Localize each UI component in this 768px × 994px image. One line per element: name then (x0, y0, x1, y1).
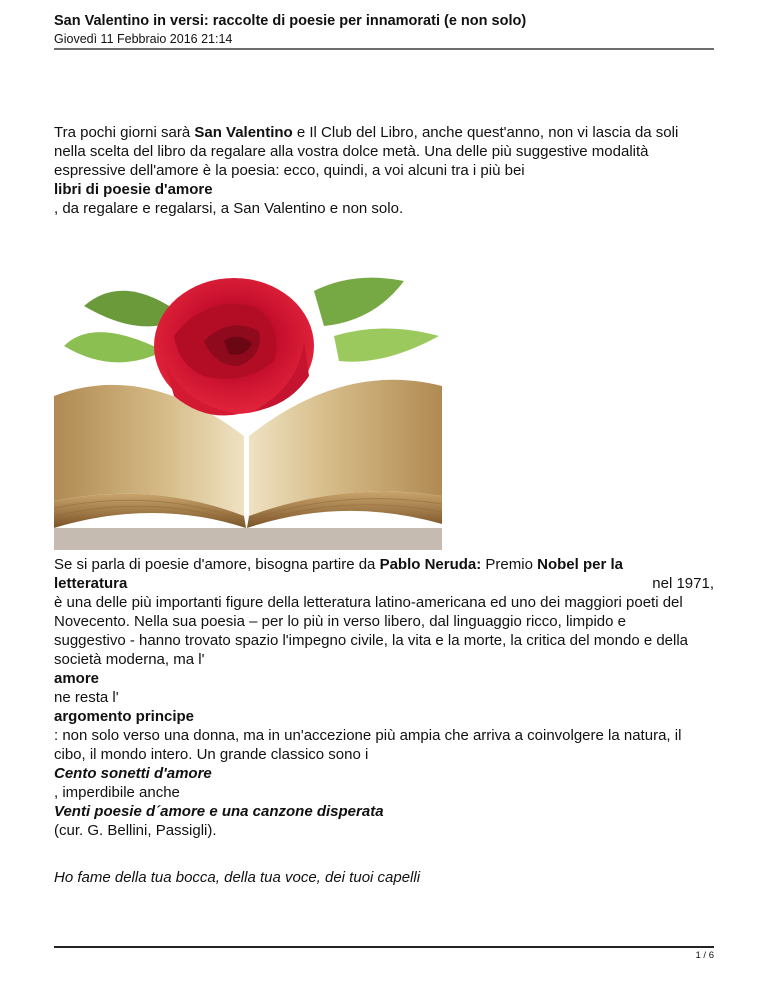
article-date: Giovedì 11 Febbraio 2016 21:14 (54, 32, 233, 46)
neruda-line-3: è una delle più importanti figure della letteratura latino-americana ed uno dei maggiori poeti del (54, 594, 683, 611)
book-title-venti-poesie: Venti poesie d´amore e una canzone disperata (54, 803, 384, 820)
neruda-line-1 (54, 555, 714, 574)
page-number: 1 / 6 (695, 950, 714, 961)
neruda-line-6: società moderna, ma l' (54, 651, 205, 668)
neruda-line-13: , imperdibile anche (54, 784, 180, 801)
neruda-line-10: : non solo verso una donna, ma in un'accezione più ampia che arriva a coinvolgere la natura, il (54, 727, 682, 744)
poem-quote: Ho fame della tua bocca, della tua voce, dei tuoi capelli (54, 869, 421, 886)
header-divider (54, 48, 714, 50)
neruda-line-5: suggestivo - hanno trovato spazio l'impegno civile, la vita e la morte, la critica del mondo e della (54, 632, 689, 649)
neruda-line-15: (cur. G. Bellini, Passigli). (54, 822, 217, 839)
intro-line-5: , da regalare e regalarsi, a San Valentino e non solo. (54, 200, 404, 217)
rose-book-illustration (54, 266, 442, 550)
intro-text: Tra pochi giorni sarà (54, 124, 195, 141)
letteratura-bold: letteratura (54, 575, 128, 592)
intro-keyword: libri di poesie d'amore (54, 181, 213, 198)
footer-divider (54, 946, 714, 948)
intro-line-2: nella scelta del libro da regalare alla vostra dolce metà. Una delle più suggestive modalità (54, 143, 649, 160)
book-title-cento-sonetti: Cento sonetti d'amore (54, 765, 212, 782)
argomento-principe-bold: argomento principe (54, 708, 195, 725)
rose-on-book-image (54, 266, 442, 550)
neruda-paragraph (54, 555, 714, 840)
intro-paragraph (54, 123, 714, 218)
neruda-line-11: cibo, il mondo intero. Un grande classico sono i (54, 746, 369, 763)
amore-bold: amore (54, 670, 100, 687)
neruda-line-2 (54, 574, 714, 593)
intro-text: e Il Club del Libro, anche quest'anno, non vi lascia da soli (292, 124, 679, 141)
year-text: nel 1971, (652, 575, 714, 592)
neruda-text: Premio (481, 556, 538, 573)
intro-line-1 (54, 123, 714, 142)
neruda-line-8: ne resta l' (54, 689, 119, 706)
san-valentino-bold: San Valentino (194, 124, 293, 141)
page-header (54, 12, 712, 47)
pablo-neruda-bold: Pablo Neruda: (379, 556, 482, 573)
nobel-bold: Nobel per la (537, 556, 623, 573)
neruda-line-4: Novecento. Nella sua poesia – per lo più in verso libero, dal linguaggio ricco, limpido e (54, 613, 626, 630)
article-title: San Valentino in versi: raccolte di poesie per innamorati (e non solo) (54, 13, 527, 29)
intro-line-3: espressive dell'amore è la poesia: ecco, quindi, a voi alcuni tra i più bei (54, 162, 525, 179)
neruda-text: Se si parla di poesie d'amore, bisogna partire da (54, 556, 380, 573)
